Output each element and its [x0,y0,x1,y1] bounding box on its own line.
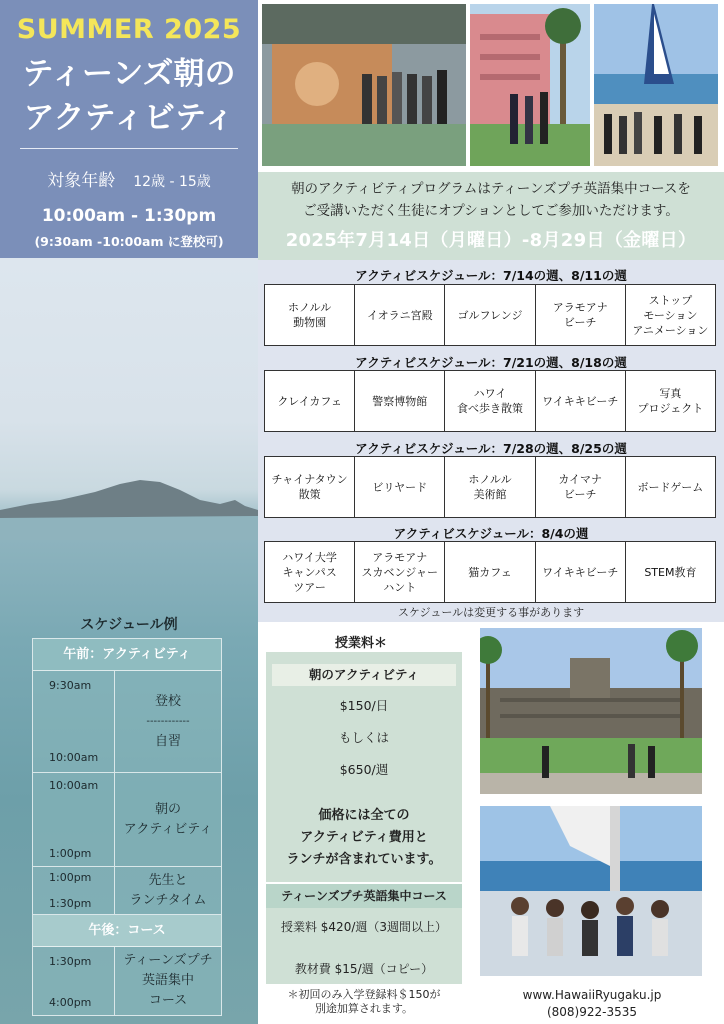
sample-schedule-title: スケジュール例 [80,617,178,633]
activity-cell: アラモアナ ビーチ [536,285,626,345]
activity-cell: ハワイ 食べ歩き散策 [445,371,535,431]
website-link[interactable]: www.HawaiiRyugaku.jp [522,988,662,1002]
title-line: アクティビティ [23,100,235,136]
schedule-desc [115,947,221,1015]
week-title: アクティビスケジュール：7/28の週、8/25の週 [355,441,627,456]
afternoon-header: 午後：コース [33,915,221,947]
desc-line: 朝の [154,801,181,817]
time-start: 1:30pm [49,955,92,968]
schedule-time [33,671,115,772]
page-title [0,52,258,140]
week-title: アクティビスケジュール：8/4の週 [393,526,589,541]
schedule-desc [115,867,221,914]
activity-cell: ボードゲーム [637,480,704,494]
activity-cell: ゴルフレンジ [445,285,535,345]
time-end: 1:00pm [49,847,92,860]
schedule-time [33,947,115,1015]
time-end: 4:00pm [49,996,92,1009]
fee-per-day: $150/日 [339,698,389,713]
intro-line: ご受講いただく生徒にオプションとしてご参加いただけます。 [303,203,679,219]
fee-included-line: 価格には全ての [318,808,410,823]
boat-group-photo [480,806,702,976]
schedule-row [33,947,221,1015]
activity-cell: ホノルル 動物園 [265,285,355,345]
activity-cell: カイマナ ビーチ [536,457,626,517]
schedule-desc [115,773,221,866]
activity-row [264,456,716,518]
intro-text [258,178,724,222]
desc-line: アクティビティ [123,821,213,837]
fee-or: もしくは [338,730,389,745]
fee-per-week: $650/週 [339,762,389,777]
activity-cell: イオラニ宮殿 [355,285,445,345]
note-line: 別途加算されます。 [314,1002,414,1015]
activity-cell: ストップ モーション アニメーション [632,293,709,337]
fee-title: 授業料＊ [334,636,387,651]
intro-line: 朝のアクティビティプログラムはティーンズプチ英語集中コースを [291,181,691,197]
fee-included-line: アクティビティ費用と [300,830,428,845]
phone-number: (808)922-3535 [546,1005,638,1019]
activity-cell: アラモアナ スカベンジャー ハント [355,542,445,602]
desc-line: 自習 [154,733,181,749]
schedule-time [33,773,115,866]
desc-line: 登校 [154,693,181,709]
registration-fee-note [266,988,462,1016]
schedule-change-note: スケジュールは変更する事があります [397,606,585,619]
activity-schedule-panel [258,260,724,622]
note-line: ＊初回のみ入学登録料＄150が [287,988,441,1001]
morning-activity-fee-box [266,652,462,882]
age-range: 12歳 - 15歳 [133,174,211,190]
activity-row [264,284,716,346]
time-start: 10:00am [49,779,99,792]
activity-row [264,370,716,432]
activity-cell: ビリヤード [355,457,445,517]
desc-divider: ------------ [146,715,190,727]
activity-cell: ワイキキビーチ [536,371,626,431]
program-intro [258,172,724,260]
fee-included-line: ランチが含まれています。 [286,852,442,867]
age-label: 対象年齢 [47,171,116,191]
time-start: 9:30am [49,679,92,692]
time-end: 10:00am [49,751,99,764]
title-line: ティーンズ朝の [22,56,236,92]
course-tuition: 授業料 $420/週（3週間以上） [280,920,448,934]
activity-cell: ハワイ大学 キャンパス ツアー [265,542,355,602]
desc-line: 先生と [148,872,188,888]
iolani-palace-photo [480,628,702,794]
activity-cell: ホノルル 美術館 [445,457,535,517]
activity-cell: クレイカフェ [265,371,355,431]
course-header: ティーンズプチ英語集中コース [266,884,462,908]
group-photo-mural [262,4,466,166]
schedule-time [33,867,115,914]
arrival-time-note: (9:30am -10:00am に登校可) [34,234,224,249]
age-row [0,166,258,191]
fee-box-header: 朝のアクティビティ [272,664,456,686]
divider [20,148,238,149]
desc-line: ランチタイム [129,892,207,908]
header-box [0,0,258,258]
week-title: アクティビスケジュール：7/21の週、8/18の週 [355,355,627,370]
catamaran-photo [594,4,718,166]
time-end: 1:30pm [49,897,92,910]
desc-line: ティーンズプチ [123,953,213,968]
schedule-row [33,867,221,915]
activity-cell: ワイキキビーチ [536,542,626,602]
week-title: アクティビスケジュール：7/14の週、8/11の週 [355,268,627,283]
activity-cell: チャイナタウン 散策 [265,457,355,517]
schedule-desc [115,671,221,772]
activity-cell: STEM教育 [644,565,697,579]
english-course-fee-box [266,884,462,984]
program-dates: 2025年7月14日（月曜日）-8月29日（金曜日） [285,230,697,251]
diamond-head-mountain [0,470,258,540]
pink-hotel-photo [470,4,590,166]
activity-row [264,541,716,603]
time-start: 1:00pm [49,871,92,884]
morning-header: 午前：アクティビティ [33,639,221,671]
activity-cell: 猫カフェ [445,542,535,602]
activity-cell: 警察博物館 [355,371,445,431]
summer-title: SUMMER 2025 [16,14,242,45]
desc-line: コース [148,993,188,1008]
activity-cell: 写真 プロジェクト [637,387,704,415]
desc-line: 英語集中 [141,973,194,988]
schedule-row [33,773,221,867]
program-time: 10:00am - 1:30pm [41,206,217,226]
sample-schedule-table [32,638,222,1016]
schedule-row [33,671,221,773]
course-materials: 教材費 $15/週（コピー） [294,962,434,976]
